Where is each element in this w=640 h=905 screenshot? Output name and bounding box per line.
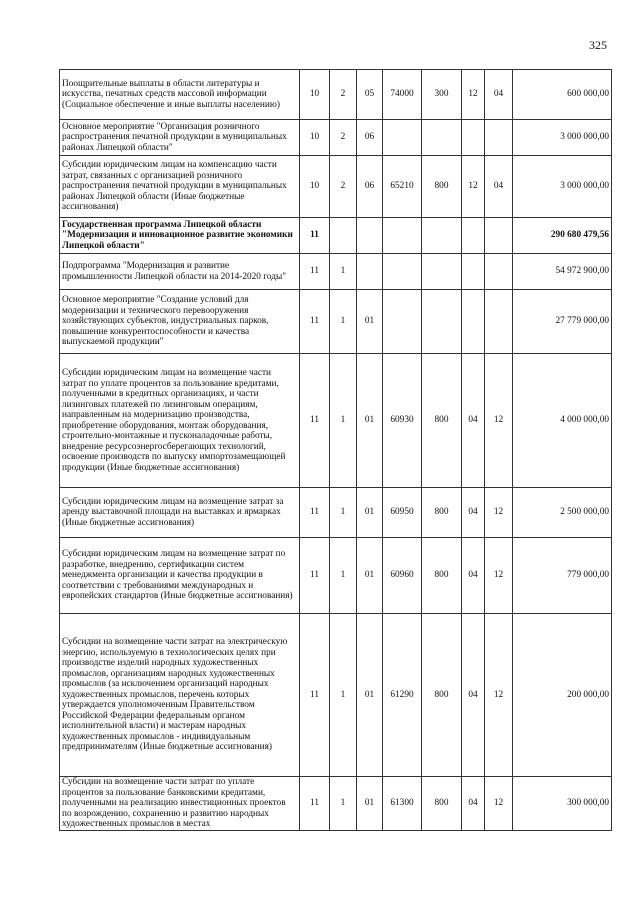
section-cell: 04 [462,538,485,614]
subsection-cell [485,290,513,354]
table-row [60,120,612,156]
subsection-cell: 12 [485,614,513,777]
subprogram-code-cell: 2 [330,156,357,218]
section-cell: 04 [462,354,485,488]
table-row [60,354,612,488]
row-name-cell: Субсидии юридическим лицам на возмещение затрат по разработке, внедрению, сертификации систем менеджмента организации и качества продукции в соответствии с требованиями международных и европейских стандартов (Иные бюджетные ассигнования) [60,538,300,614]
program-code-cell: 11 [300,218,330,254]
program-code-cell: 11 [300,354,330,488]
row-name-cell: Государственная программа Липецкой области "Модернизация и инновационное развитие экономики Липецкой области" [60,218,300,254]
subsection-cell [485,120,513,156]
subsection-cell [485,254,513,290]
amount-cell: 300 000,00 [513,777,612,831]
section-cell [462,218,485,254]
page-number: 325 [589,38,607,52]
subprogram-code-cell: 2 [330,70,357,120]
budget-table [59,69,612,831]
amount-cell: 600 000,00 [513,70,612,120]
section-cell [462,290,485,354]
direction-code-cell [383,120,422,156]
subsection-cell: 12 [485,777,513,831]
main-activity-code-cell: 06 [357,156,383,218]
subsection-cell: 12 [485,354,513,488]
expense-type-cell: 800 [422,156,462,218]
amount-cell: 4 000 000,00 [513,354,612,488]
direction-code-cell [383,254,422,290]
expense-type-cell: 300 [422,70,462,120]
program-code-cell: 11 [300,254,330,290]
table-row [60,70,612,120]
main-activity-code-cell: 01 [357,777,383,831]
section-cell: 04 [462,488,485,538]
section-cell: 12 [462,156,485,218]
row-name-cell: Поощрительные выплаты в области литературы и искусства, печатных средств массовой информации (Социальное обеспечение и иные выплаты населению) [60,70,300,120]
section-cell [462,120,485,156]
direction-code-cell: 60960 [383,538,422,614]
expense-type-cell: 800 [422,488,462,538]
program-code-cell: 11 [300,538,330,614]
row-name-cell: Подпрограмма "Модернизация и развитие промышленности Липецкой области на 2014-2020 годы" [60,254,300,290]
subprogram-code-cell: 1 [330,538,357,614]
direction-code-cell: 60950 [383,488,422,538]
subprogram-code-cell: 1 [330,254,357,290]
amount-cell: 200 000,00 [513,614,612,777]
table-row [60,538,612,614]
table-row [60,488,612,538]
expense-type-cell: 800 [422,614,462,777]
subprogram-code-cell: 1 [330,777,357,831]
main-activity-code-cell: 01 [357,538,383,614]
expense-type-cell [422,254,462,290]
main-activity-code-cell: 06 [357,120,383,156]
subprogram-code-cell: 2 [330,120,357,156]
main-activity-code-cell: 01 [357,290,383,354]
direction-code-cell: 60930 [383,354,422,488]
table-body [60,70,612,831]
direction-code-cell: 61290 [383,614,422,777]
section-cell: 04 [462,614,485,777]
main-activity-code-cell: 01 [357,354,383,488]
direction-code-cell: 61300 [383,777,422,831]
row-name-cell: Субсидии юридическим лицам на компенсацию части затрат, связанных с организацией розничного распространения печатной продукции в муниципальных районах Липецкой области (Иные бюджетные ассигнования) [60,156,300,218]
expense-type-cell: 800 [422,538,462,614]
amount-cell: 54 972 900,00 [513,254,612,290]
program-code-cell: 11 [300,777,330,831]
amount-cell: 290 680 479,56 [513,218,612,254]
subsection-cell [485,218,513,254]
row-name-cell: Субсидии на возмещение части затрат по уплате процентов за пользование банковскими кредитами, полученными на реализацию инвестиционных проектов по возрождению, сохранению и развитию народных художественных промыслов в местах [60,777,300,831]
row-name-cell: Субсидии юридическим лицам на возмещение затрат за аренду выставочной площади на выставках и ярмарках (Иные бюджетные ассигнования) [60,488,300,538]
amount-cell: 2 500 000,00 [513,488,612,538]
expense-type-cell [422,218,462,254]
program-code-cell: 10 [300,156,330,218]
subprogram-code-cell: 1 [330,354,357,488]
subsection-cell: 12 [485,488,513,538]
program-code-cell: 11 [300,488,330,538]
main-activity-code-cell: 01 [357,614,383,777]
expense-type-cell [422,290,462,354]
main-activity-code-cell: 05 [357,70,383,120]
program-code-cell: 11 [300,614,330,777]
subsection-cell: 04 [485,156,513,218]
expense-type-cell [422,120,462,156]
program-code-cell: 10 [300,120,330,156]
row-name-cell: Субсидии юридическим лицам на возмещение части затрат по уплате процентов за пользование кредитами, полученными в кредитных организациях, и части лизинговых платежей по лизинговым операциям, направленным на модернизацию производства, приобретение оборудования, монтаж оборудования, строительно-монтажные и пусконаладочные работы, внедрение ресурсоэнергосберегающих технологий, освоение производств по выпуску импортозамещающей продукции (Иные бюджетные ассигнования) [60,354,300,488]
expense-type-cell: 800 [422,354,462,488]
direction-code-cell [383,218,422,254]
section-cell: 12 [462,70,485,120]
main-activity-code-cell [357,254,383,290]
subprogram-code-cell: 1 [330,290,357,354]
amount-cell: 3 000 000,00 [513,156,612,218]
direction-code-cell [383,290,422,354]
direction-code-cell: 74000 [383,70,422,120]
program-code-cell: 11 [300,290,330,354]
subprogram-code-cell: 1 [330,614,357,777]
table-row [60,290,612,354]
program-code-cell: 10 [300,70,330,120]
main-activity-code-cell [357,218,383,254]
table-row [60,777,612,831]
amount-cell: 779 000,00 [513,538,612,614]
row-name-cell: Субсидии на возмещение части затрат на электрическую энергию, используемую в технологических целях при производстве изделий народных художественных промыслов, организациям народных художественных промыслов (за исключением организаций народных художественных промыслов, перечень которых утверждается уполномоченным Правительством Российской Федерации федеральным органом исполнительной власти) и мастерам народных художественных промыслов - индивидуальным предпринимателям (Иные бюджетные ассигнования) [60,614,300,777]
amount-cell: 27 779 000,00 [513,290,612,354]
table-row [60,614,612,777]
row-name-cell: Основное мероприятие "Организация розничного распространения печатной продукции в муниципальных районах Липецкой области" [60,120,300,156]
section-cell [462,254,485,290]
expense-type-cell: 800 [422,777,462,831]
subprogram-code-cell [330,218,357,254]
table-row [60,156,612,218]
row-name-cell: Основное мероприятие "Создание условий для модернизации и технического перевооружения хозяйствующих субъектов, индустриальных парков, повышение конкурентоспособности и качества выпускаемой продукции" [60,290,300,354]
amount-cell: 3 000 000,00 [513,120,612,156]
direction-code-cell: 65210 [383,156,422,218]
table-row [60,218,612,254]
main-activity-code-cell: 01 [357,488,383,538]
subsection-cell: 04 [485,70,513,120]
subprogram-code-cell: 1 [330,488,357,538]
subsection-cell: 12 [485,538,513,614]
table-row [60,254,612,290]
section-cell: 04 [462,777,485,831]
